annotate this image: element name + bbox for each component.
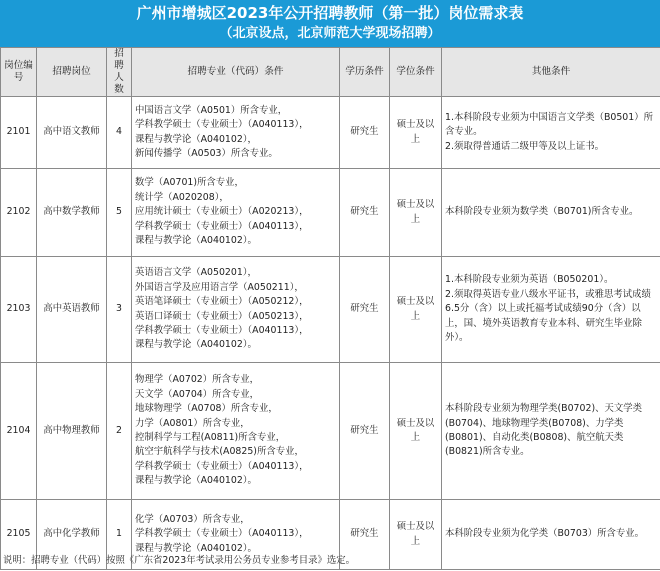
table-row — [1, 257, 660, 363]
major-line: 英语口译硕士（专业硕士）（A050213）， — [135, 310, 309, 322]
major-line: 新闻传播学（A0503）所含专业。 — [135, 147, 278, 159]
major-line: 中国语言文学（A0501）所含专业， — [135, 104, 288, 116]
cell-other — [442, 363, 660, 500]
cell-other — [442, 169, 660, 257]
other-line: 本科阶段专业须为数学类（B0701)所含专业。 — [445, 206, 639, 218]
major-line: 天文学（A0704）所含专业， — [135, 388, 260, 400]
table-row — [1, 363, 660, 500]
major-line: 学科教学硕士（专业硕士）（A040113）， — [135, 460, 309, 472]
major-line: 外国语言学及应用语言学（A050211）， — [135, 281, 304, 293]
major-line: 课程与教学论（A040102）。 — [135, 339, 257, 351]
cell-education: 研究生 — [340, 257, 390, 363]
page-title: 广州市增城区2023年公开招聘教师（第一批）岗位需求表 — [136, 4, 524, 22]
header-education: 学历条件 — [340, 48, 390, 97]
cell-degree: 硕士及以上 — [390, 363, 442, 500]
major-line: 学科教学硕士（专业硕士）（A040113）， — [135, 119, 309, 131]
cell-degree: 硕士及以上 — [390, 97, 442, 169]
header-position: 招聘岗位 — [37, 48, 107, 97]
header-id: 岗位编号 — [1, 48, 37, 97]
other-line: 本科阶段专业须为物理学类(B0702)、天文学类(B0704)、地球物理学类(B0708)、力学类(B0801)、自动化类(B0808)、航空航天类(B0821)所含专业。 — [445, 403, 642, 458]
cell-position: 高中化学教师 — [37, 500, 107, 570]
other-line: 1.本科阶段专业须为英语（B050201）。 — [445, 274, 614, 286]
title-banner — [0, 0, 660, 47]
cell-id: 2102 — [1, 169, 37, 257]
cell-majors — [132, 363, 340, 500]
major-line: 英语笔译硕士（专业硕士）（A050212）， — [135, 296, 309, 308]
cell-count: 2 — [107, 363, 132, 500]
cell-other — [442, 97, 660, 169]
major-line: 统计学（A020208）， — [135, 191, 229, 203]
cell-degree: 硕士及以上 — [390, 169, 442, 257]
cell-degree: 硕士及以上 — [390, 257, 442, 363]
cell-position: 高中英语教师 — [37, 257, 107, 363]
requirements-table — [0, 47, 660, 570]
other-line: 2.须取得普通话二级甲等及以上证书。 — [445, 140, 604, 152]
major-line: 化学（A0703）所含专业， — [135, 513, 250, 525]
table-row — [1, 169, 660, 257]
table-header-row — [1, 48, 660, 97]
other-line: 2.须取得英语专业八级水平证书，或雅思考试成绩6.5分（含）以上或托福考试成绩90分（含）以上，国、境外英语教育专业本科、研究生毕业除外）。 — [445, 288, 651, 344]
cell-education: 研究生 — [340, 169, 390, 257]
cell-position: 高中数学教师 — [37, 169, 107, 257]
cell-count: 4 — [107, 97, 132, 169]
page-subtitle: （北京设点，北京师范大学现场招聘） — [219, 26, 441, 41]
header-other: 其他条件 — [442, 48, 660, 97]
cell-id: 2103 — [1, 257, 37, 363]
cell-count: 1 — [107, 500, 132, 570]
cell-position: 高中语文教师 — [37, 97, 107, 169]
major-line: 力学（A0801）所含专业， — [135, 417, 250, 429]
major-line: 应用统计硕士（专业硕士）（A020213）， — [135, 206, 309, 218]
major-line: 课程与教学论（A040102）。 — [135, 235, 257, 247]
cell-majors — [132, 169, 340, 257]
cell-id: 2105 — [1, 500, 37, 570]
major-line: 英语语言文学（A050201）， — [135, 267, 257, 279]
cell-education: 研究生 — [340, 500, 390, 570]
major-line: 地球物理学（A0708）所含专业， — [135, 403, 278, 415]
major-line: 课程与教学论（A040102）， — [135, 133, 257, 145]
major-line: 物理学（A0702）所含专业， — [135, 374, 260, 386]
major-line: 控制科学与工程(A0811)所含专业， — [135, 432, 286, 443]
major-line: 航空宇航科学与技术(A0825)所含专业， — [135, 446, 304, 458]
cell-majors — [132, 97, 340, 169]
cell-count: 5 — [107, 169, 132, 257]
other-line: 1.本科阶段专业须为中国语言文学类（B0501）所含专业。 — [445, 111, 653, 138]
major-line: 课程与教学论（A040102）。 — [135, 475, 257, 487]
cell-position: 高中物理教师 — [37, 363, 107, 500]
other-line: 本科阶段专业须为化学类（B0703）所含专业。 — [445, 528, 645, 540]
footnote: 说明：招聘专业（代码）按照《广东省2023年考试录用公务员专业参考目录》选定。 — [3, 555, 355, 566]
cell-degree: 硕士及以上 — [390, 500, 442, 570]
cell-count: 3 — [107, 257, 132, 363]
cell-majors — [132, 257, 340, 363]
cell-other — [442, 257, 660, 363]
cell-education: 研究生 — [340, 363, 390, 500]
header-count: 招聘人数 — [107, 48, 132, 97]
header-degree: 学位条件 — [390, 48, 442, 97]
major-line: 学科教学硕士（专业硕士）（A040113）， — [135, 528, 309, 540]
cell-education: 研究生 — [340, 97, 390, 169]
table-row — [1, 97, 660, 169]
major-line: 学科教学硕士（专业硕士）（A040113）， — [135, 324, 309, 336]
major-line: 课程与教学论（A040102）。 — [135, 542, 257, 554]
header-majors: 招聘专业（代码）条件 — [132, 48, 340, 97]
major-line: 数学（A0701)所含专业， — [135, 177, 244, 189]
cell-id: 2101 — [1, 97, 37, 169]
major-line: 学科教学硕士（专业硕士）（A040113）， — [135, 220, 309, 232]
cell-id: 2104 — [1, 363, 37, 500]
